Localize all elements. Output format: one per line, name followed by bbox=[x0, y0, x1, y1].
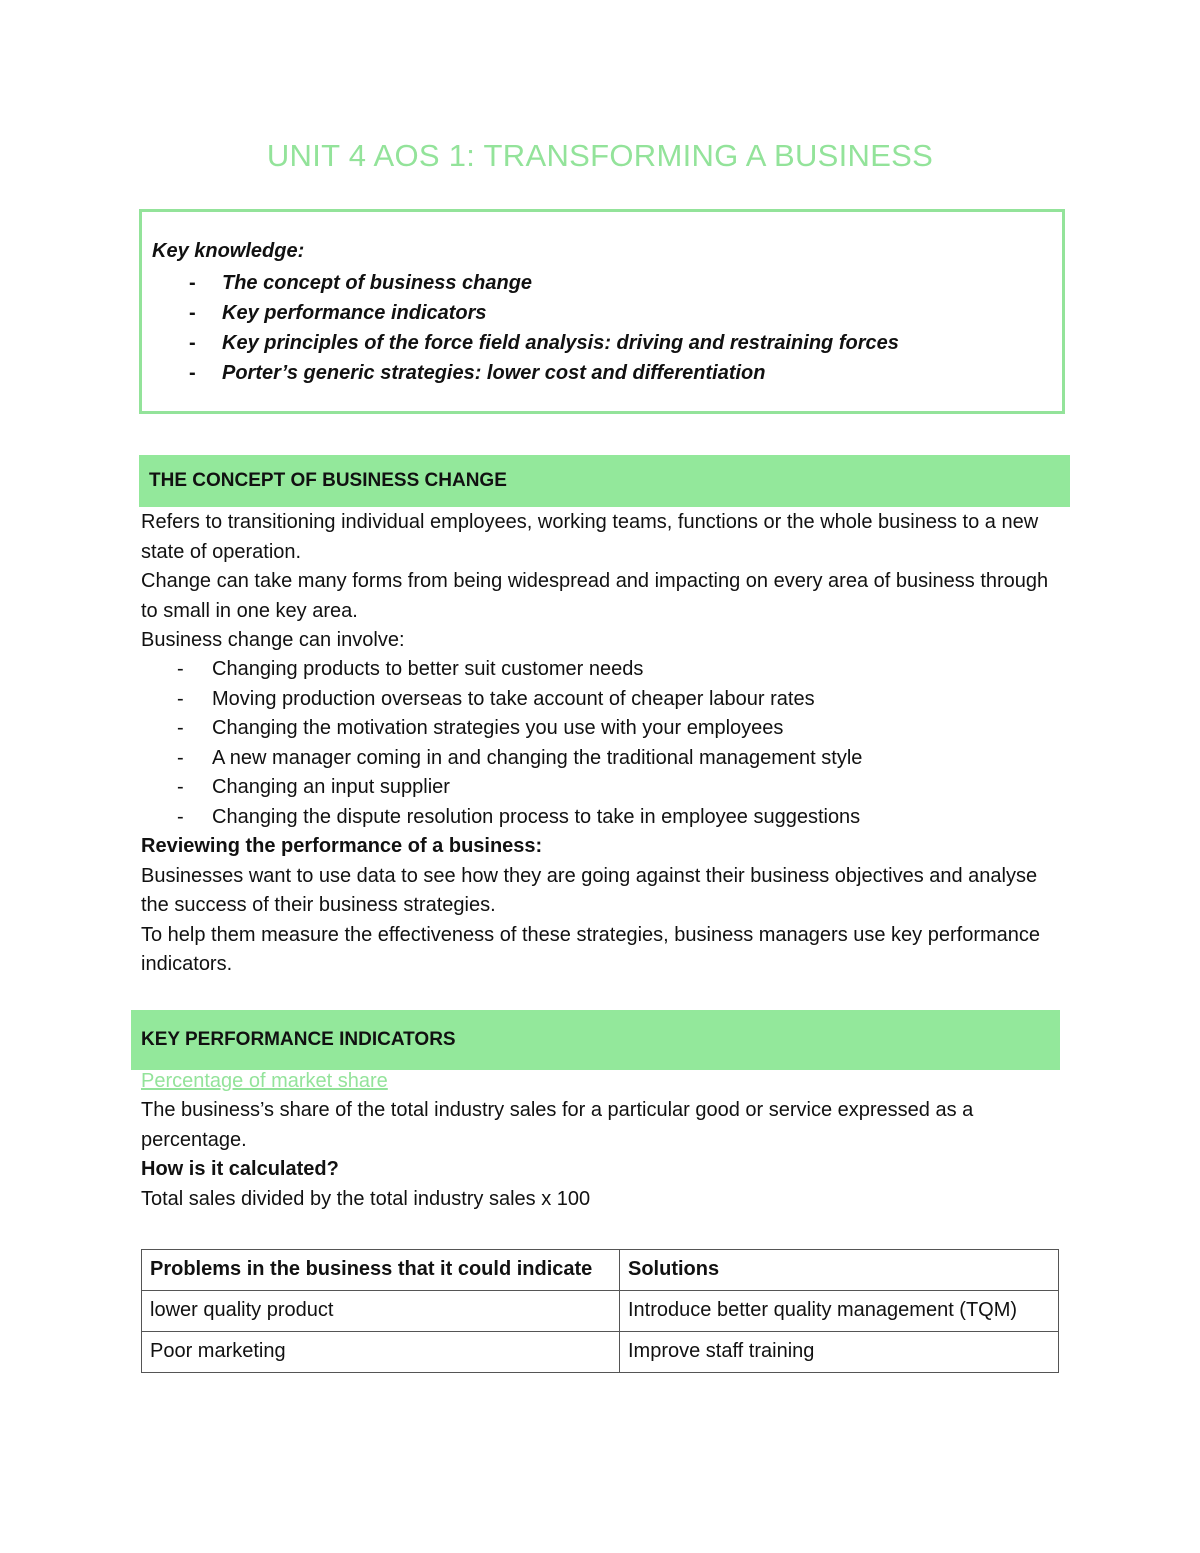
paragraph: To help them measure the effectiveness of these strategies, business managers use key performance indicators. bbox=[141, 923, 1041, 975]
table-cell: Poor marketing bbox=[142, 1332, 620, 1373]
section-heading-business-change: THE CONCEPT OF BUSINESS CHANGE bbox=[139, 455, 1070, 507]
list-item: - Changing an input supplier bbox=[141, 773, 862, 803]
paragraph: Refers to transitioning individual employees, working teams, functions or the whole business to a new state of operation. bbox=[141, 511, 1039, 563]
page-title: UNIT 4 AOS 1: TRANSFORMING A BUSINESS bbox=[266, 138, 934, 173]
list-item: - Changing products to better suit customer needs bbox=[141, 655, 862, 685]
table-header-cell: Problems in the business that it could indicate bbox=[142, 1250, 620, 1291]
market-share-subheading: Percentage of market share bbox=[141, 1070, 388, 1092]
list-item: - Key principles of the force field analysis: driving and restraining forces bbox=[152, 328, 899, 358]
list-item: - Moving production overseas to take account of cheaper labour rates bbox=[141, 685, 862, 715]
table-row bbox=[142, 1332, 1059, 1373]
paragraph: Businesses want to use data to see how they are going against their business objectives and analyse the success of their business strategies. bbox=[141, 864, 1038, 916]
paragraph: Business change can involve: bbox=[141, 629, 405, 651]
key-knowledge-box bbox=[139, 209, 1065, 414]
table-cell: Introduce better quality management (TQM) bbox=[620, 1291, 1059, 1332]
table-cell: lower quality product bbox=[142, 1291, 620, 1332]
section-heading-kpi: KEY PERFORMANCE INDICATORS bbox=[131, 1010, 1060, 1070]
table-header-cell: Solutions bbox=[620, 1250, 1059, 1291]
review-performance-block bbox=[141, 832, 1061, 980]
list-item: - A new manager coming in and changing the traditional management style bbox=[141, 744, 862, 774]
market-share-block bbox=[141, 1096, 1061, 1214]
list-item: - Porter’s generic strategies: lower cost and differentiation bbox=[152, 358, 899, 388]
review-heading: Reviewing the performance of a business: bbox=[141, 835, 543, 857]
kpi-table bbox=[141, 1249, 1059, 1373]
business-change-intro bbox=[141, 508, 1061, 656]
paragraph: Total sales divided by the total industry sales x 100 bbox=[141, 1187, 591, 1210]
key-knowledge-list bbox=[152, 268, 899, 388]
list-item: - Changing the dispute resolution process to take in employee suggestions bbox=[141, 803, 862, 833]
paragraph: The business’s share of the total industry sales for a particular good or service expressed as a percentage. bbox=[141, 1099, 974, 1151]
table-row bbox=[142, 1291, 1059, 1332]
business-change-list bbox=[141, 655, 862, 833]
list-item: - Key performance indicators bbox=[152, 298, 899, 328]
list-item: - The concept of business change bbox=[152, 268, 899, 298]
table-header-row bbox=[142, 1250, 1059, 1291]
key-knowledge-heading: Key knowledge: bbox=[152, 240, 305, 262]
paragraph: Change can take many forms from being widespread and impacting on every area of business through to small in one key area. bbox=[141, 570, 1049, 622]
list-item: - Changing the motivation strategies you use with your employees bbox=[141, 714, 862, 744]
table-cell: Improve staff training bbox=[620, 1332, 1059, 1373]
calc-heading: How is it calculated? bbox=[141, 1158, 339, 1180]
